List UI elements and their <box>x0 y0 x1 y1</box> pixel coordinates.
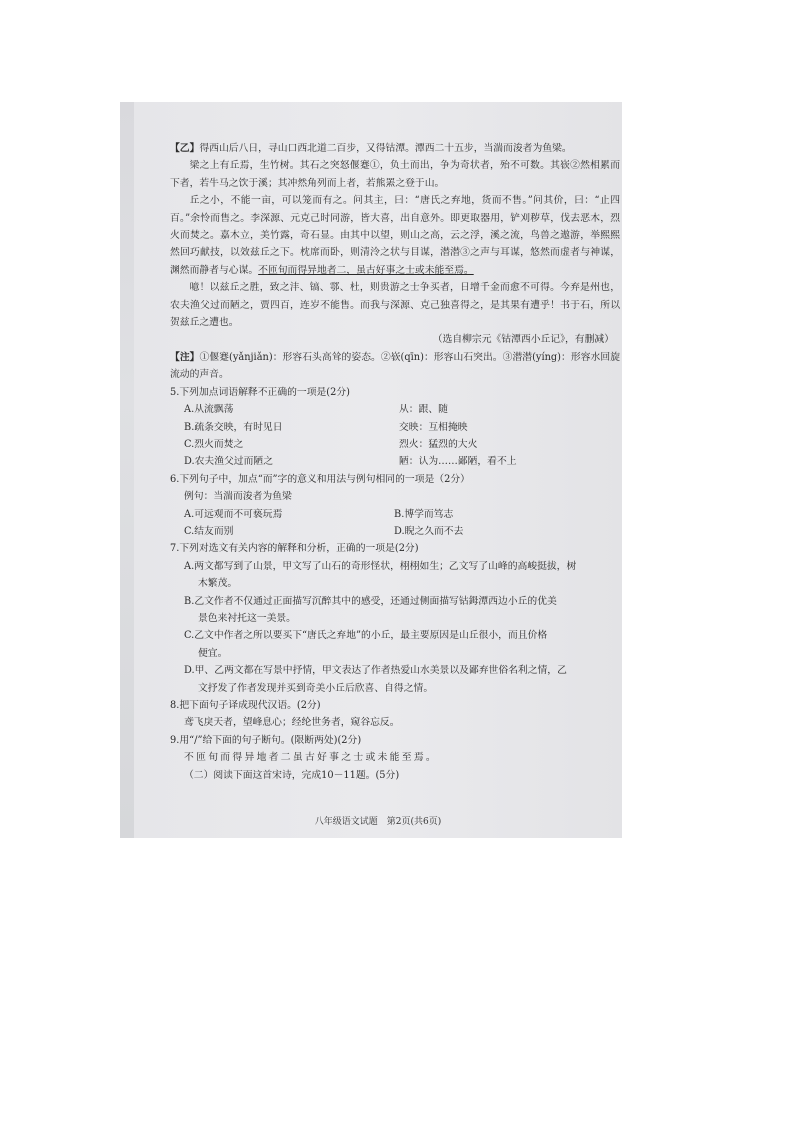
exam-page <box>134 102 622 838</box>
question-6-stem: 6.下列句子中，加点“而”字的意义和用法与例句相同的一项是（2分） <box>170 473 470 485</box>
question-7-option-c-cont: 便宜。 <box>198 647 228 659</box>
question-7-option-c: C.乙文中作者之所以要买下“唐氏之弃地”的小丘，最主要原因是山丘很小，而且价格 <box>184 630 548 642</box>
note-text: ①偃蹇(yǎnjiǎn)：形容石头高耸的姿态。②嵚(qīn)：形容山石突出。③潜潜(yíng)：形容水回旋流动的声音。 <box>170 351 621 381</box>
passage-text: 得西山后八日，寻山口西北道二百步，又得钴潭。潭西二十五步，当湍而浚者为鱼梁。 <box>199 143 572 154</box>
question-7-option-b: B.乙文作者不仅通过正面描写沉醉其中的感受，还通过侧面描写钴鉧潭西边小丘的优美 <box>184 595 557 607</box>
question-9-sentence: 不匝旬而得异地者二虽古好事之士或未能至焉。 <box>184 752 439 764</box>
document-photo <box>120 102 622 838</box>
passage-paragraph-3 <box>170 192 620 279</box>
option-item: C.烈火而焚之 <box>184 438 244 450</box>
option-explanation: 从：跟、随 <box>399 404 448 416</box>
option-explanation: 陋：认为……鄙陋，看不上 <box>399 456 517 468</box>
question-8-stem: 8.把下面句子译成现代汉语。(2分) <box>170 700 321 711</box>
option-item: D.农夫渔父过而陋之 <box>184 456 273 468</box>
option-item: A.从流飘荡 <box>184 404 234 416</box>
question-5-options <box>170 401 620 471</box>
question-7-option-a-cont: 木繁茂。 <box>198 578 238 590</box>
question-9-stem: 9.用“/”给下面的句子断句。(限断两处)(2分) <box>170 734 362 746</box>
question-6-example: 例句：当湍而浚者为鱼梁 <box>184 491 292 503</box>
section-2-heading: （二）阅读下面这首宋诗，完成10－11题。(5分) <box>184 769 400 781</box>
passage-paragraph-2: 梁之上有丘焉，生竹树。其石之突怒偃蹇①，负土而出，争为奇状者，殆不可数。其嵚②然相累而下者，若牛马之饮于溪；其冲然角列而上者，若熊罴之登于山。 <box>170 160 620 189</box>
passage-tag: 【乙】 <box>170 143 200 154</box>
option-item: B.博学而笃志 <box>394 508 454 520</box>
page-footer: 八年级语文试题 第2页(共6页) <box>314 817 442 827</box>
option-item: A.可远观而不可亵玩焉 <box>184 508 283 520</box>
question-5-stem: 5.下列加点词语解释不正确的一项是(2分) <box>170 386 350 398</box>
option-item: C.结友而别 <box>184 525 234 537</box>
question-7-stem: 7.下列对选文有关内容的解释和分析，正确的一项是(2分) <box>170 543 419 555</box>
question-7-option-d: D.甲、乙两文都在写景中抒情，甲文表达了作者热爱山水美景以及鄙弃世俗名利之情，乙 <box>184 665 567 677</box>
passage-source: （选自柳宗元《钴潭西小丘记》，有删减） <box>432 334 614 346</box>
exam-content <box>170 140 620 784</box>
notes <box>170 349 620 384</box>
question-8-sentence: 鸢飞戾天者，望峰息心；经纶世务者，窥谷忘反。 <box>184 717 400 729</box>
passage-paragraph-4: 噫！以兹丘之胜，致之沣、镐、鄠、杜，则贵游之士争买者，日增千金而愈不可得。今弃是州也，农夫渔父过而陋之，贾四百，连岁不能售。而我与深源、克己独喜得之，是其果有遭乎！书于石，所以贺兹丘之遭也。 <box>170 282 620 329</box>
question-6-options <box>170 506 620 541</box>
option-explanation: 烈火：猛烈的大火 <box>399 438 478 450</box>
option-item: D.睨之久而不去 <box>394 525 464 537</box>
option-explanation: 交映：互相掩映 <box>399 421 468 433</box>
question-7-option-d-cont: 文抒发了作者发现并买到奇美小丘后欣喜、自得之情。 <box>198 682 434 694</box>
option-item: B.疏条交映，有时见日 <box>184 421 283 433</box>
question-7-option-a: A.两文都写到了山景，甲文写了山石的奇形怪状，栩栩如生；乙文写了山峰的高峻挺拔，树 <box>184 560 577 572</box>
note-tag: 【注】 <box>170 351 200 363</box>
passage-paragraph-1 <box>170 140 620 157</box>
passage-text: 丘之小，不能一亩，可以笼而有之。问其主，曰：“唐氏之弃地，货而不售。”问其价，曰：“止四百。”余怜而售之。李深源、元克己时同游，皆大喜，出自意外。即更取器用，铲刈秽草，伐去恶木，烈火而焚之。嘉木立，美竹露，奇石显。由其中以望，则山之高，云之浮，溪之流，鸟兽之遨游，举熙熙然回巧献技，以效兹丘之下。枕席而卧，则清泠之状与目谋，潜潜③之声与耳谋，悠然而虚者与神谋，渊然而静者与心谋。 <box>170 195 620 276</box>
underlined-sentence: 不匝旬而得异地者二，虽古好事之士或未能至焉。 <box>258 264 474 276</box>
question-7-option-b-cont: 景色来衬托这一美景。 <box>198 612 296 624</box>
